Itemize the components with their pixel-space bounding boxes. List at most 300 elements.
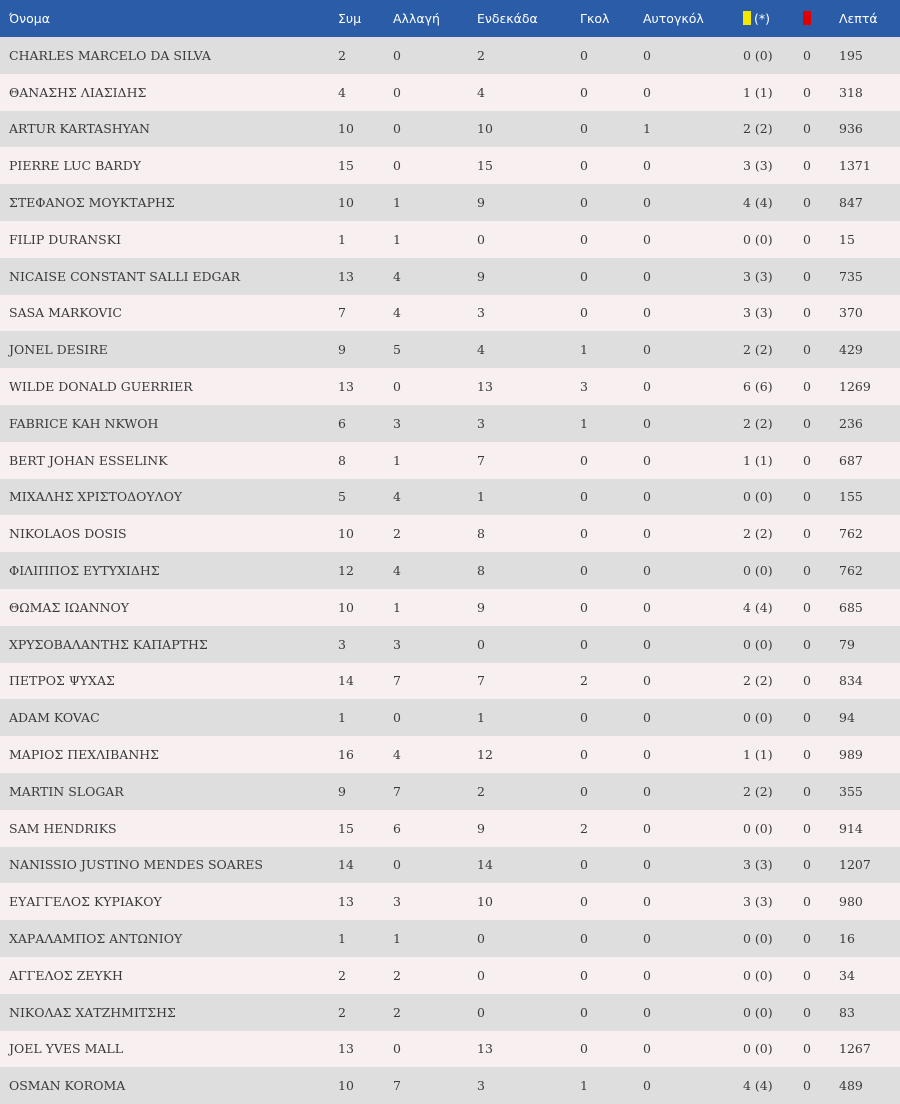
cell-own-goals: 0: [643, 158, 651, 174]
cell-minutes: 936: [839, 121, 863, 137]
cell-apps: 13: [338, 268, 354, 284]
cell-yellow-cards: 2 (2): [743, 415, 773, 431]
table-row: [0, 552, 900, 589]
cell-starts: 2: [477, 783, 485, 799]
cell-goals: 0: [580, 894, 588, 910]
cell-own-goals: 1: [643, 121, 651, 137]
cell-starts: 15: [477, 158, 493, 174]
cell-name[interactable]: MARTIN SLOGAR: [9, 783, 124, 799]
cell-yellow-cards: 3 (3): [743, 894, 773, 910]
cell-subs: 3: [393, 636, 401, 652]
cell-minutes: 94: [839, 710, 855, 726]
cell-yellow-cards: 0 (0): [743, 231, 773, 247]
cell-apps: 14: [338, 857, 354, 873]
cell-minutes: 79: [839, 636, 855, 652]
cell-own-goals: 0: [643, 1041, 651, 1057]
cell-goals: 0: [580, 268, 588, 284]
cell-subs: 0: [393, 47, 401, 63]
table-row: [0, 699, 900, 736]
cell-apps: 1: [338, 710, 346, 726]
cell-red-cards: 0: [803, 195, 811, 211]
cell-goals: 0: [580, 783, 588, 799]
table-row: [0, 111, 900, 148]
cell-minutes: 195: [839, 47, 863, 63]
cell-goals: 0: [580, 231, 588, 247]
table-row: [0, 736, 900, 773]
table-row: [0, 663, 900, 700]
cell-name[interactable]: NANISSIO JUSTINO MENDES SOARES: [9, 857, 263, 873]
cell-own-goals: 0: [643, 857, 651, 873]
cell-yellow-cards: 0 (0): [743, 710, 773, 726]
cell-goals: 0: [580, 967, 588, 983]
cell-minutes: 155: [839, 489, 863, 505]
cell-apps: 15: [338, 158, 354, 174]
cell-name[interactable]: SAM HENDRIKS: [9, 820, 117, 836]
cell-goals: 0: [580, 84, 588, 100]
cell-subs: 2: [393, 526, 401, 542]
cell-yellow-cards: 0 (0): [743, 931, 773, 947]
cell-goals: 3: [580, 379, 588, 395]
cell-apps: 10: [338, 195, 354, 211]
table-row: [0, 479, 900, 516]
cell-minutes: 1371: [839, 158, 871, 174]
table-row: [0, 883, 900, 920]
cell-apps: 13: [338, 894, 354, 910]
cell-own-goals: 0: [643, 599, 651, 615]
cell-yellow-cards: 2 (2): [743, 121, 773, 137]
cell-subs: 4: [393, 489, 401, 505]
cell-name[interactable]: ΕΥΑΓΓΕΛΟΣ ΚΥΡΙΑΚΟΥ: [9, 894, 162, 910]
cell-goals: 0: [580, 195, 588, 211]
cell-yellow-cards: 0 (0): [743, 967, 773, 983]
cell-apps: 4: [338, 84, 346, 100]
cell-name[interactable]: ΧΑΡΑΛΑΜΠΟΣ ΑΝΤΩΝΙΟΥ: [9, 931, 183, 947]
cell-yellow-cards: 0 (0): [743, 636, 773, 652]
cell-own-goals: 0: [643, 894, 651, 910]
table-row: [0, 773, 900, 810]
col-minutes-header[interactable]: Λεπτά: [839, 11, 878, 26]
cell-minutes: 429: [839, 342, 863, 358]
cell-red-cards: 0: [803, 305, 811, 321]
cell-name[interactable]: ΦΙΛΙΠΠΟΣ ΕΥΤΥΧΙΔΗΣ: [9, 563, 160, 579]
cell-yellow-cards: 3 (3): [743, 268, 773, 284]
cell-apps: 12: [338, 563, 354, 579]
cell-own-goals: 0: [643, 489, 651, 505]
cell-minutes: 989: [839, 747, 863, 763]
cell-goals: 0: [580, 599, 588, 615]
cell-red-cards: 0: [803, 747, 811, 763]
cell-apps: 10: [338, 599, 354, 615]
cell-yellow-cards: 0 (0): [743, 489, 773, 505]
cell-minutes: 34: [839, 967, 855, 983]
cell-name[interactable]: ADAM KOVAC: [9, 710, 100, 726]
cell-apps: 13: [338, 1041, 354, 1057]
cell-red-cards: 0: [803, 268, 811, 284]
cell-name[interactable]: FABRICE KAH NKWOH: [9, 415, 159, 431]
cell-apps: 6: [338, 415, 346, 431]
cell-name[interactable]: ARTUR KARTASHYAN: [9, 121, 150, 137]
cell-name[interactable]: NIKOLAOS DOSIS: [9, 526, 127, 542]
cell-name[interactable]: FILIP DURANSKI: [9, 231, 122, 247]
cell-red-cards: 0: [803, 526, 811, 542]
cell-minutes: 1207: [839, 857, 871, 873]
table-row: [0, 258, 900, 295]
cell-starts: 0: [477, 636, 485, 652]
cell-minutes: 15: [839, 231, 855, 247]
table-row: [0, 331, 900, 368]
cell-subs: 0: [393, 158, 401, 174]
cell-apps: 2: [338, 1004, 346, 1020]
yellow-suffix: (*): [754, 11, 771, 26]
cell-minutes: 735: [839, 268, 863, 284]
cell-apps: 14: [338, 673, 354, 689]
cell-subs: 7: [393, 783, 401, 799]
cell-starts: 4: [477, 342, 485, 358]
cell-yellow-cards: 3 (3): [743, 857, 773, 873]
cell-red-cards: 0: [803, 820, 811, 836]
cell-goals: 1: [580, 1078, 588, 1094]
cell-starts: 13: [477, 1041, 493, 1057]
table-row: [0, 184, 900, 221]
cell-starts: 8: [477, 563, 485, 579]
cell-apps: 8: [338, 452, 346, 468]
cell-yellow-cards: 0 (0): [743, 1041, 773, 1057]
cell-name[interactable]: BERT JOHAN ESSELINK: [9, 452, 168, 468]
cell-own-goals: 0: [643, 452, 651, 468]
cell-goals: 0: [580, 710, 588, 726]
cell-apps: 3: [338, 636, 346, 652]
table-row: [0, 295, 900, 332]
cell-red-cards: 0: [803, 231, 811, 247]
col-yellow-header[interactable]: [743, 0, 803, 37]
cell-own-goals: 0: [643, 931, 651, 947]
cell-starts: 10: [477, 894, 493, 910]
cell-subs: 0: [393, 121, 401, 137]
cell-minutes: 762: [839, 563, 863, 579]
cell-apps: 10: [338, 526, 354, 542]
cell-yellow-cards: 1 (1): [743, 747, 773, 763]
table-row: [0, 920, 900, 957]
cell-apps: 1: [338, 931, 346, 947]
cell-goals: 0: [580, 931, 588, 947]
cell-minutes: 1269: [839, 379, 871, 395]
cell-starts: 7: [477, 673, 485, 689]
red-card-icon: [803, 11, 811, 25]
cell-red-cards: 0: [803, 857, 811, 873]
cell-own-goals: 0: [643, 195, 651, 211]
table-row: [0, 74, 900, 111]
cell-starts: 9: [477, 195, 485, 211]
cell-own-goals: 0: [643, 563, 651, 579]
cell-goals: 0: [580, 1041, 588, 1057]
cell-minutes: 685: [839, 599, 863, 615]
cell-apps: 13: [338, 379, 354, 395]
cell-minutes: 847: [839, 195, 863, 211]
cell-apps: 9: [338, 342, 346, 358]
cell-subs: 3: [393, 415, 401, 431]
cell-apps: 2: [338, 47, 346, 63]
cell-subs: 7: [393, 1078, 401, 1094]
cell-minutes: 318: [839, 84, 863, 100]
cell-red-cards: 0: [803, 931, 811, 947]
cell-apps: 5: [338, 489, 346, 505]
table-row: [0, 1031, 900, 1068]
cell-subs: 4: [393, 268, 401, 284]
cell-starts: 0: [477, 931, 485, 947]
cell-subs: 0: [393, 1041, 401, 1057]
cell-red-cards: 0: [803, 47, 811, 63]
cell-minutes: 370: [839, 305, 863, 321]
cell-starts: 0: [477, 231, 485, 247]
cell-own-goals: 0: [643, 783, 651, 799]
cell-starts: 12: [477, 747, 493, 763]
cell-own-goals: 0: [643, 379, 651, 395]
cell-starts: 4: [477, 84, 485, 100]
cell-subs: 2: [393, 1004, 401, 1020]
cell-minutes: 83: [839, 1004, 855, 1020]
table-row: [0, 1067, 900, 1104]
cell-yellow-cards: 2 (2): [743, 673, 773, 689]
cell-name[interactable]: ΑΓΓΕΛΟΣ ΖΕΥΚΗ: [9, 967, 123, 983]
cell-subs: 4: [393, 747, 401, 763]
cell-yellow-cards: 2 (2): [743, 526, 773, 542]
cell-apps: 2: [338, 967, 346, 983]
cell-yellow-cards: 3 (3): [743, 158, 773, 174]
cell-red-cards: 0: [803, 489, 811, 505]
cell-starts: 1: [477, 710, 485, 726]
cell-starts: 1: [477, 489, 485, 505]
cell-goals: 0: [580, 857, 588, 873]
cell-apps: 7: [338, 305, 346, 321]
table-body: [0, 37, 900, 1104]
cell-apps: 1: [338, 231, 346, 247]
cell-own-goals: 0: [643, 415, 651, 431]
table-row: [0, 368, 900, 405]
table-row: [0, 994, 900, 1031]
table-header: [0, 0, 900, 37]
cell-subs: 7: [393, 673, 401, 689]
cell-name[interactable]: ΜΑΡΙΟΣ ΠΕΧΛΙΒΑΝΗΣ: [9, 747, 160, 763]
cell-minutes: 236: [839, 415, 863, 431]
yellow-card-icon: [743, 11, 751, 25]
cell-apps: 10: [338, 1078, 354, 1094]
cell-starts: 0: [477, 1004, 485, 1020]
cell-goals: 0: [580, 47, 588, 63]
cell-goals: 0: [580, 158, 588, 174]
cell-subs: 1: [393, 599, 401, 615]
cell-subs: 1: [393, 452, 401, 468]
cell-starts: 8: [477, 526, 485, 542]
table-row: [0, 442, 900, 479]
cell-red-cards: 0: [803, 158, 811, 174]
cell-red-cards: 0: [803, 636, 811, 652]
cell-red-cards: 0: [803, 1078, 811, 1094]
cell-minutes: 980: [839, 894, 863, 910]
cell-own-goals: 0: [643, 526, 651, 542]
col-own-goals-header[interactable]: Αυτογκόλ: [643, 11, 704, 26]
cell-yellow-cards: 3 (3): [743, 305, 773, 321]
cell-goals: 0: [580, 563, 588, 579]
cell-own-goals: 0: [643, 710, 651, 726]
cell-yellow-cards: 4 (4): [743, 1078, 773, 1094]
table-row: [0, 847, 900, 884]
cell-starts: 9: [477, 820, 485, 836]
cell-own-goals: 0: [643, 636, 651, 652]
cell-minutes: 687: [839, 452, 863, 468]
cell-goals: 0: [580, 636, 588, 652]
col-apps-header[interactable]: Συμ: [338, 11, 362, 26]
cell-own-goals: 0: [643, 967, 651, 983]
cell-name[interactable]: ΧΡΥΣΟΒΑΛΑΝΤΗΣ ΚΑΠΑΡΤΗΣ: [9, 636, 208, 652]
cell-name[interactable]: SASA MARKOVIC: [9, 305, 122, 321]
cell-red-cards: 0: [803, 673, 811, 689]
cell-red-cards: 0: [803, 599, 811, 615]
cell-minutes: 834: [839, 673, 863, 689]
cell-subs: 3: [393, 894, 401, 910]
table-row: [0, 515, 900, 552]
cell-own-goals: 0: [643, 820, 651, 836]
cell-subs: 1: [393, 231, 401, 247]
cell-starts: 0: [477, 967, 485, 983]
cell-yellow-cards: 6 (6): [743, 379, 773, 395]
cell-subs: 6: [393, 820, 401, 836]
cell-name[interactable]: ΝΙΚΟΛΑΣ ΧΑΤΖΗΜΙΤΣΗΣ: [9, 1004, 176, 1020]
cell-starts: 10: [477, 121, 493, 137]
cell-red-cards: 0: [803, 967, 811, 983]
col-subs-header[interactable]: Αλλαγή: [393, 11, 440, 26]
cell-yellow-cards: 2 (2): [743, 783, 773, 799]
cell-yellow-cards: 1 (1): [743, 84, 773, 100]
cell-goals: 0: [580, 305, 588, 321]
table-row: [0, 147, 900, 184]
cell-red-cards: 0: [803, 1041, 811, 1057]
cell-goals: 1: [580, 415, 588, 431]
cell-subs: 1: [393, 195, 401, 211]
cell-own-goals: 0: [643, 47, 651, 63]
cell-minutes: 489: [839, 1078, 863, 1094]
cell-starts: 3: [477, 415, 485, 431]
cell-apps: 15: [338, 820, 354, 836]
cell-yellow-cards: 0 (0): [743, 1004, 773, 1020]
cell-name[interactable]: ΣΤΕΦΑΝΟΣ ΜΟΥΚΤΑΡΗΣ: [9, 195, 175, 211]
table-row: [0, 589, 900, 626]
cell-apps: 16: [338, 747, 354, 763]
cell-red-cards: 0: [803, 783, 811, 799]
cell-goals: 0: [580, 452, 588, 468]
cell-starts: 3: [477, 1078, 485, 1094]
header-row: [0, 0, 900, 37]
cell-own-goals: 0: [643, 1078, 651, 1094]
cell-subs: 2: [393, 967, 401, 983]
cell-own-goals: 0: [643, 305, 651, 321]
table-row: [0, 957, 900, 994]
cell-own-goals: 0: [643, 1004, 651, 1020]
cell-name[interactable]: JONEL DESIRE: [9, 342, 108, 358]
cell-subs: 0: [393, 379, 401, 395]
cell-subs: 0: [393, 710, 401, 726]
table-row: [0, 810, 900, 847]
cell-starts: 14: [477, 857, 493, 873]
cell-minutes: 762: [839, 526, 863, 542]
cell-name[interactable]: ΠΕΤΡΟΣ ΨΥΧΑΣ: [9, 673, 115, 689]
cell-minutes: 355: [839, 783, 863, 799]
cell-subs: 5: [393, 342, 401, 358]
cell-minutes: 1267: [839, 1041, 871, 1057]
cell-red-cards: 0: [803, 415, 811, 431]
col-name-header[interactable]: Όνομα: [9, 11, 50, 26]
cell-goals: 0: [580, 747, 588, 763]
cell-subs: 0: [393, 857, 401, 873]
cell-name[interactable]: PIERRE LUC BARDY: [9, 158, 141, 174]
cell-red-cards: 0: [803, 894, 811, 910]
cell-apps: 9: [338, 783, 346, 799]
cell-name[interactable]: NICAISE CONSTANT SALLI EDGAR: [9, 268, 240, 284]
cell-yellow-cards: 2 (2): [743, 342, 773, 358]
col-goals-header[interactable]: Γκολ: [580, 11, 610, 26]
cell-red-cards: 0: [803, 710, 811, 726]
cell-own-goals: 0: [643, 747, 651, 763]
cell-own-goals: 0: [643, 673, 651, 689]
cell-yellow-cards: 0 (0): [743, 563, 773, 579]
cell-apps: 10: [338, 121, 354, 137]
cell-minutes: 914: [839, 820, 863, 836]
cell-name[interactable]: CHARLES MARCELO DA SILVA: [9, 47, 211, 63]
cell-red-cards: 0: [803, 342, 811, 358]
cell-yellow-cards: 0 (0): [743, 820, 773, 836]
cell-own-goals: 0: [643, 84, 651, 100]
cell-red-cards: 0: [803, 379, 811, 395]
cell-goals: 0: [580, 1004, 588, 1020]
cell-minutes: 16: [839, 931, 855, 947]
cell-red-cards: 0: [803, 84, 811, 100]
cell-subs: 0: [393, 84, 401, 100]
cell-starts: 3: [477, 305, 485, 321]
cell-goals: 2: [580, 673, 588, 689]
cell-own-goals: 0: [643, 231, 651, 247]
cell-name[interactable]: ΘΩΜΑΣ ΙΩΑΝΝΟΥ: [9, 599, 129, 615]
cell-name[interactable]: OSMAN KOROMA: [9, 1078, 126, 1094]
cell-starts: 7: [477, 452, 485, 468]
cell-starts: 9: [477, 599, 485, 615]
cell-goals: 1: [580, 342, 588, 358]
cell-name[interactable]: ΜΙΧΑΛΗΣ ΧΡΙΣΤΟΔΟΥΛΟΥ: [9, 489, 183, 505]
cell-goals: 2: [580, 820, 588, 836]
cell-red-cards: 0: [803, 452, 811, 468]
cell-starts: 13: [477, 379, 493, 395]
col-red-header[interactable]: [803, 0, 839, 37]
cell-goals: 0: [580, 526, 588, 542]
cell-subs: 4: [393, 563, 401, 579]
cell-yellow-cards: 4 (4): [743, 599, 773, 615]
cell-name[interactable]: ΘΑΝΑΣΗΣ ΛΙΑΣΙΔΗΣ: [9, 84, 147, 100]
cell-own-goals: 0: [643, 268, 651, 284]
cell-own-goals: 0: [643, 342, 651, 358]
table-row: [0, 405, 900, 442]
cell-yellow-cards: 1 (1): [743, 452, 773, 468]
cell-starts: 9: [477, 268, 485, 284]
col-starts-header[interactable]: Ενδεκάδα: [477, 11, 538, 26]
table-row: [0, 37, 900, 74]
table-row: [0, 626, 900, 663]
cell-yellow-cards: 0 (0): [743, 47, 773, 63]
cell-red-cards: 0: [803, 563, 811, 579]
cell-goals: 0: [580, 489, 588, 505]
cell-name[interactable]: WILDE DONALD GUERRIER: [9, 379, 193, 395]
cell-red-cards: 0: [803, 1004, 811, 1020]
cell-starts: 2: [477, 47, 485, 63]
cell-name[interactable]: JOEL YVES MALL: [9, 1041, 124, 1057]
cell-yellow-cards: 4 (4): [743, 195, 773, 211]
